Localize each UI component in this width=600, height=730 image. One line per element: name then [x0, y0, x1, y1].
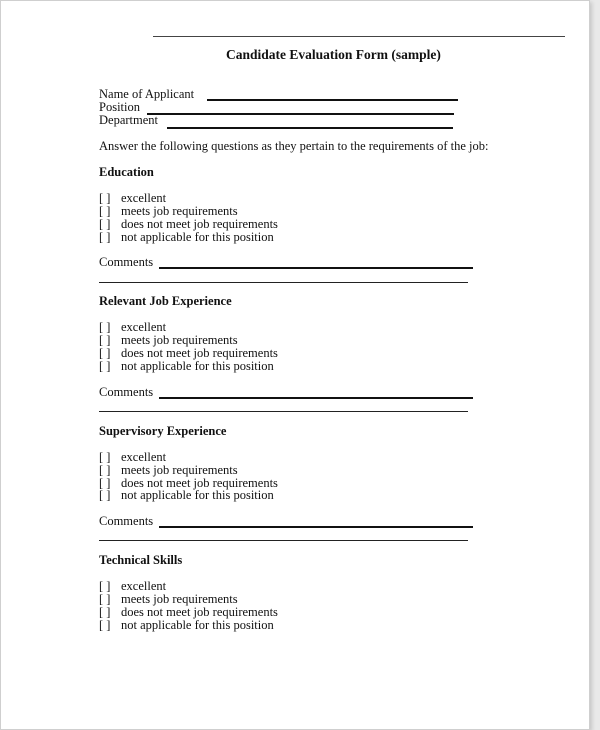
comments-label: Comments	[99, 514, 154, 528]
checkbox-icon[interactable]: [ ]	[99, 605, 111, 619]
option-label: meets job requirements	[121, 463, 238, 477]
position-line[interactable]	[147, 113, 454, 115]
section-heading-technical-skills: Technical Skills	[99, 553, 183, 567]
checkbox-icon[interactable]: [ ]	[99, 450, 111, 464]
checkbox-option[interactable]	[99, 230, 274, 245]
field-label-name: Name of Applicant	[99, 87, 195, 101]
checkbox-icon[interactable]: [ ]	[99, 579, 111, 593]
name-of-applicant-line[interactable]	[207, 99, 458, 101]
comments-line[interactable]	[99, 411, 468, 412]
checkbox-icon[interactable]: [ ]	[99, 618, 111, 632]
checkbox-option[interactable]	[99, 618, 274, 633]
comments-line[interactable]	[99, 282, 468, 283]
option-label: does not meet job requirements	[121, 217, 278, 231]
option-label: not applicable for this position	[121, 618, 274, 632]
department-line[interactable]	[167, 127, 453, 129]
field-label-department: Department	[99, 113, 159, 127]
comments-label: Comments	[99, 385, 154, 399]
comments-line[interactable]	[99, 540, 468, 541]
option-label: meets job requirements	[121, 333, 238, 347]
section-heading-education: Education	[99, 165, 154, 179]
comments-line[interactable]	[159, 397, 473, 399]
option-label: excellent	[121, 450, 167, 464]
option-label: does not meet job requirements	[121, 346, 278, 360]
checkbox-icon[interactable]: [ ]	[99, 204, 111, 218]
checkbox-icon[interactable]: [ ]	[99, 217, 111, 231]
option-label: meets job requirements	[121, 204, 238, 218]
instructions-text: Answer the following questions as they pertain to the requirements of the job:	[99, 139, 489, 153]
checkbox-icon[interactable]: [ ]	[99, 488, 111, 502]
section-heading-supervisory-experience: Supervisory Experience	[99, 424, 227, 438]
section-heading-relevant-job-experience: Relevant Job Experience	[99, 294, 232, 308]
option-label: excellent	[121, 579, 167, 593]
comments-label: Comments	[99, 255, 154, 269]
option-label: excellent	[121, 320, 167, 334]
comments-line[interactable]	[159, 526, 473, 528]
checkbox-icon[interactable]: [ ]	[99, 320, 111, 334]
option-label: does not meet job requirements	[121, 476, 278, 490]
checkbox-icon[interactable]: [ ]	[99, 191, 111, 205]
option-label: does not meet job requirements	[121, 605, 278, 619]
checkbox-icon[interactable]: [ ]	[99, 333, 111, 347]
checkbox-icon[interactable]: [ ]	[99, 346, 111, 360]
checkbox-icon[interactable]: [ ]	[99, 592, 111, 606]
header-rule	[153, 36, 565, 37]
form-title: Candidate Evaluation Form (sample)	[226, 47, 441, 62]
checkbox-icon[interactable]: [ ]	[99, 359, 111, 373]
option-label: meets job requirements	[121, 592, 238, 606]
option-label: not applicable for this position	[121, 230, 274, 244]
option-label: not applicable for this position	[121, 359, 274, 373]
checkbox-option[interactable]	[99, 359, 274, 374]
option-label: excellent	[121, 191, 167, 205]
field-label-position: Position	[99, 100, 140, 114]
checkbox-icon[interactable]: [ ]	[99, 230, 111, 244]
checkbox-icon[interactable]: [ ]	[99, 476, 111, 490]
checkbox-icon[interactable]: [ ]	[99, 463, 111, 477]
checkbox-option[interactable]	[99, 488, 274, 503]
option-label: not applicable for this position	[121, 488, 274, 502]
comments-line[interactable]	[159, 267, 473, 269]
